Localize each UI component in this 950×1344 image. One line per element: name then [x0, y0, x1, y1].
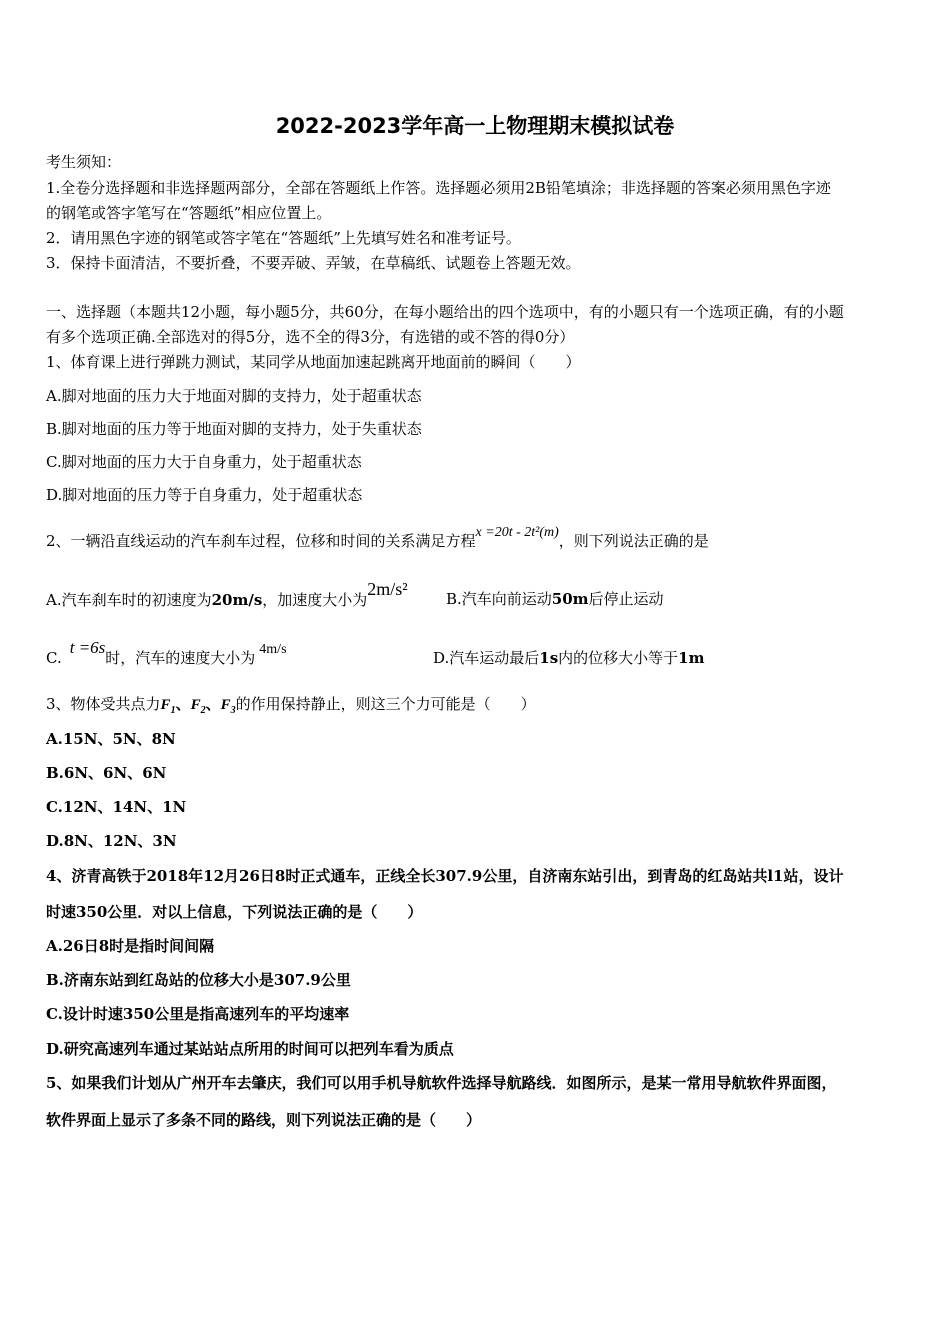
question-2-option-d-mid: 内的位移大小等于 — [558, 649, 679, 667]
question-4-option-c: C.设计时速350公里是指高速列车的平均速率 — [46, 1005, 350, 1023]
question-2-stem — [46, 525, 709, 553]
notice-item-1: 1.全卷分选择题和非选择题两部分，全部在答题纸上作答。选择题必须用2B铅笔填涂；非选择题的答案必须用黑色字迹 — [46, 179, 831, 197]
question-2-option-d-pre: D.汽车运动最后 — [433, 649, 540, 667]
exam-title: 2022-2023学年高一上物理期末模拟试卷 — [275, 114, 675, 138]
question-2-stem-post: ，则下列说法正确的是 — [558, 532, 709, 550]
question-2-option-a-mid: ，加速度大小为 — [262, 591, 368, 609]
question-2-option-d-distance: 1m — [678, 649, 705, 667]
question-5-stem: 5、如果我们计划从广州开车去肇庆，我们可以用手机导航软件选择导航路线．如图所示，是某一常用导航软件界面图， — [46, 1074, 837, 1092]
notice-item-1-cont: 的钢笔或答字笔写在“答题纸”相应位置上。 — [46, 204, 332, 222]
question-5-stem-cont: 软件界面上显示了多条不同的路线，则下列说法正确的是（ ） — [46, 1111, 482, 1129]
question-2-option-b-distance: 50m — [551, 590, 589, 608]
question-2-option-c-mid: 时，汽车的速度大小为 — [105, 649, 256, 667]
notice-heading: 考生须知： — [46, 153, 122, 171]
question-2-option-a-acceleration: 2m/s² — [367, 579, 408, 599]
question-3-option-b: B.6N、6N、6N — [46, 764, 167, 782]
question-3-stem-post: 的作用保持静止，则这三个力可能是（ ） — [235, 695, 536, 713]
question-1-option-b: B.脚对地面的压力等于地面对脚的支持力，处于失重状态 — [46, 420, 422, 438]
question-4-stem-cont: 时速350公里．对以上信息，下列说法正确的是（ ） — [46, 903, 423, 921]
question-4-stem: 4、济青高铁于2018年12月26日8时正式通车，正线全长307.9公里，自济南东站引出，到青岛的红岛站共l1站，设计 — [46, 867, 844, 885]
question-2-option-b-pre: B.汽车向前运动 — [446, 590, 552, 608]
question-2-option-d — [433, 648, 704, 668]
question-2-option-b — [446, 589, 664, 609]
question-2-option-c-time: t =6s — [69, 638, 106, 657]
question-4-option-d: D.研究高速列车通过某站站点所用的时间可以把列车看为质点 — [46, 1040, 454, 1058]
question-1-stem: 1、体育课上进行弹跳力测试，某同学从地面加速起跳离开地面前的瞬间（ ） — [46, 353, 581, 371]
question-2-option-b-post: 后停止运动 — [588, 590, 664, 608]
question-3-option-d: D.8N、12N、3N — [46, 832, 177, 850]
question-3-stem-pre: 3、物体受共点力 — [46, 695, 161, 713]
notice-item-2: 2．请用黑色字迹的钢笔或答字笔在“答题纸”上先填写姓名和准考证号。 — [46, 229, 521, 247]
question-2-option-c-label: C. — [46, 649, 62, 667]
question-2-stem-pre: 2、一辆沿直线运动的汽车刹车过程，位移和时间的关系满足方程 — [46, 532, 476, 550]
question-2-option-c — [46, 638, 287, 670]
question-4-option-a: A.26日8时是指时间间隔 — [46, 937, 215, 955]
question-1-option-a: A.脚对地面的压力大于地面对脚的支持力，处于超重状态 — [46, 387, 422, 405]
question-2-option-c-speed: 4m/s — [259, 642, 287, 657]
question-1-option-d: D.脚对地面的压力等于自身重力，处于超重状态 — [46, 486, 363, 504]
question-3-forces: $F_1$、$F_2$、$F_3$ — [160, 697, 236, 716]
question-2-option-d-time: 1s — [539, 649, 559, 667]
question-3-stem — [46, 694, 536, 721]
question-2-option-a-velocity: 20m/s — [211, 591, 263, 609]
question-4-option-b: B.济南东站到红岛站的位移大小是307.9公里 — [46, 971, 351, 989]
section-heading: 一、选择题（本题共12小题，每小题5分，共60分，在每小题给出的四个选项中，有的小题只有一个选项正确，有的小题 — [46, 303, 844, 321]
question-1-option-c: C.脚对地面的压力大于自身重力，处于超重状态 — [46, 453, 362, 471]
question-2-formula: x =20t - 2t²(m) — [475, 525, 559, 540]
question-2-option-a-pre: A.汽车刹车时的初速度为 — [46, 591, 212, 609]
section-heading-cont: 有多个选项正确.全部选对的得5分，选不全的得3分，有选错的或不答的得0分） — [46, 328, 575, 346]
question-3-option-c: C.12N、14N、1N — [46, 798, 187, 816]
question-3-option-a: A.15N、5N、8N — [46, 730, 176, 748]
notice-item-3: 3．保持卡面清洁，不要折叠，不要弄破、弄皱，在草稿纸、试题卷上答题无效。 — [46, 254, 581, 272]
question-2-option-a — [46, 579, 408, 610]
